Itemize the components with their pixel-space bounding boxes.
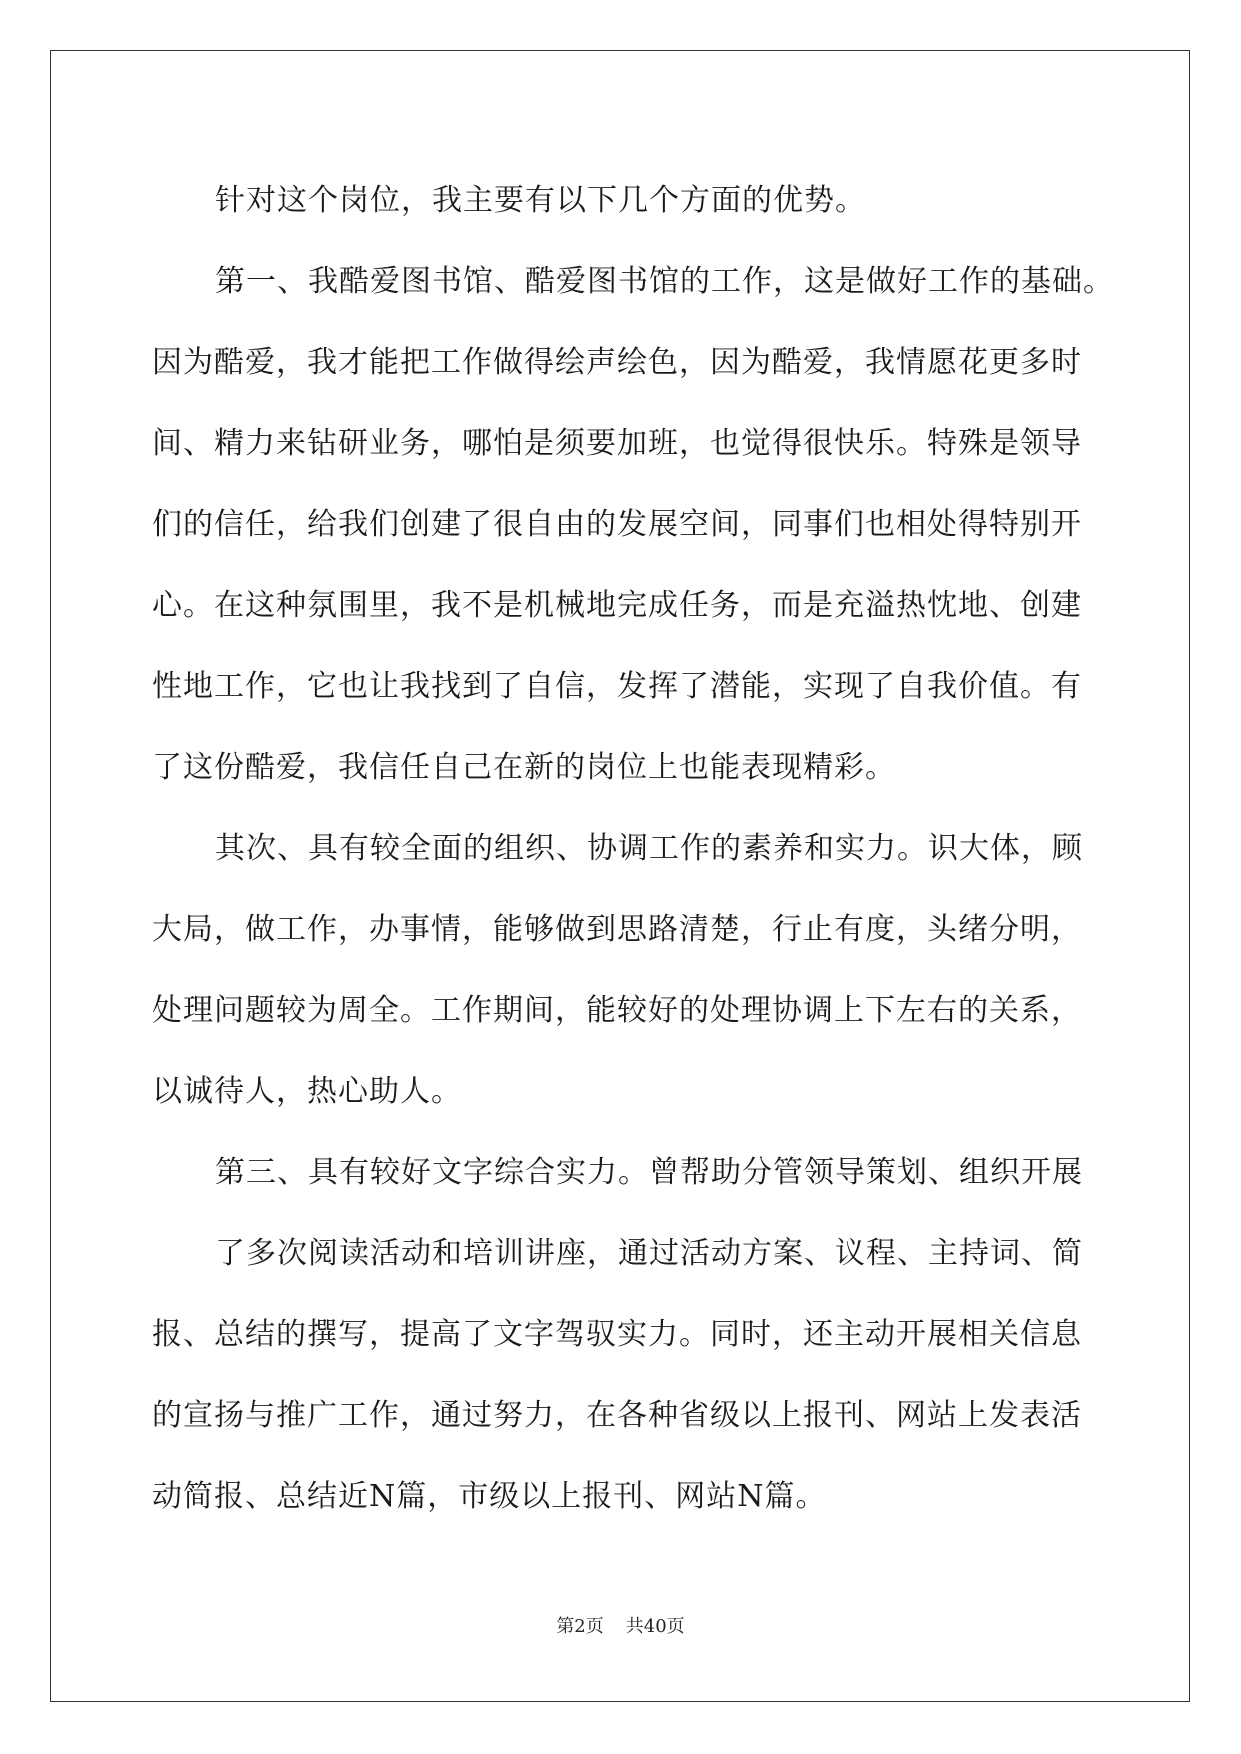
document-body: [152, 160, 1114, 1537]
page-total: 共40页: [625, 1616, 685, 1637]
paragraph-line: 了多次阅读活动和培训讲座，通过活动方案、议程、主持词、简: [215, 1236, 1083, 1271]
paragraph-line: 第一、我酷爱图书馆、酷爱图书馆的工作，这是做好工作的基础。: [215, 264, 1114, 299]
paragraph-line: 针对这个岗位，我主要有以下几个方面的优势。: [215, 183, 866, 218]
page-footer: [0, 1612, 1241, 1638]
paragraph-line: 因为酷爱，我才能把工作做得绘声绘色，因为酷爱，我情愿花更多时: [152, 345, 1082, 380]
paragraph-line: 报、总结的撰写，提高了文字驾驭实力。同时，还主动开展相关信息: [152, 1317, 1082, 1352]
paragraph-line: 们的信任，给我们创建了很自由的发展空间，同事们也相处得特别开: [152, 507, 1082, 542]
paragraph-line: 性地工作，它也让我找到了自信，发挥了潜能，实现了自我价值。有: [152, 669, 1082, 704]
page-number: 第2页: [556, 1616, 604, 1637]
paragraph-line: 第三、具有较好文字综合实力。曾帮助分管领导策划、组织开展: [215, 1155, 1083, 1190]
paragraph-line: 间、精力来钻研业务，哪怕是须要加班，也觉得很快乐。特殊是领导: [152, 426, 1082, 461]
paragraph-line: 的宣扬与推广工作，通过努力，在各种省级以上报刊、网站上发表活: [152, 1398, 1082, 1433]
paragraph-line: 了这份酷爱，我信任自己在新的岗位上也能表现精彩。: [152, 750, 896, 785]
paragraph-line: 处理问题较为周全。工作期间，能较好的处理协调上下左右的关系，: [152, 993, 1082, 1028]
paragraph-line: 心。在这种氛围里，我不是机械地完成任务，而是充溢热忱地、创建: [152, 588, 1082, 623]
paragraph-line: 以诚待人，热心助人。: [152, 1074, 462, 1109]
paragraph-line: 大局，做工作，办事情，能够做到思路清楚，行止有度，头绪分明，: [152, 912, 1082, 947]
paragraph-line: 动简报、总结近N篇，市级以上报刊、网站N篇。: [152, 1479, 827, 1514]
paragraph-line: 其次、具有较全面的组织、协调工作的素养和实力。识大体，顾: [215, 831, 1083, 866]
